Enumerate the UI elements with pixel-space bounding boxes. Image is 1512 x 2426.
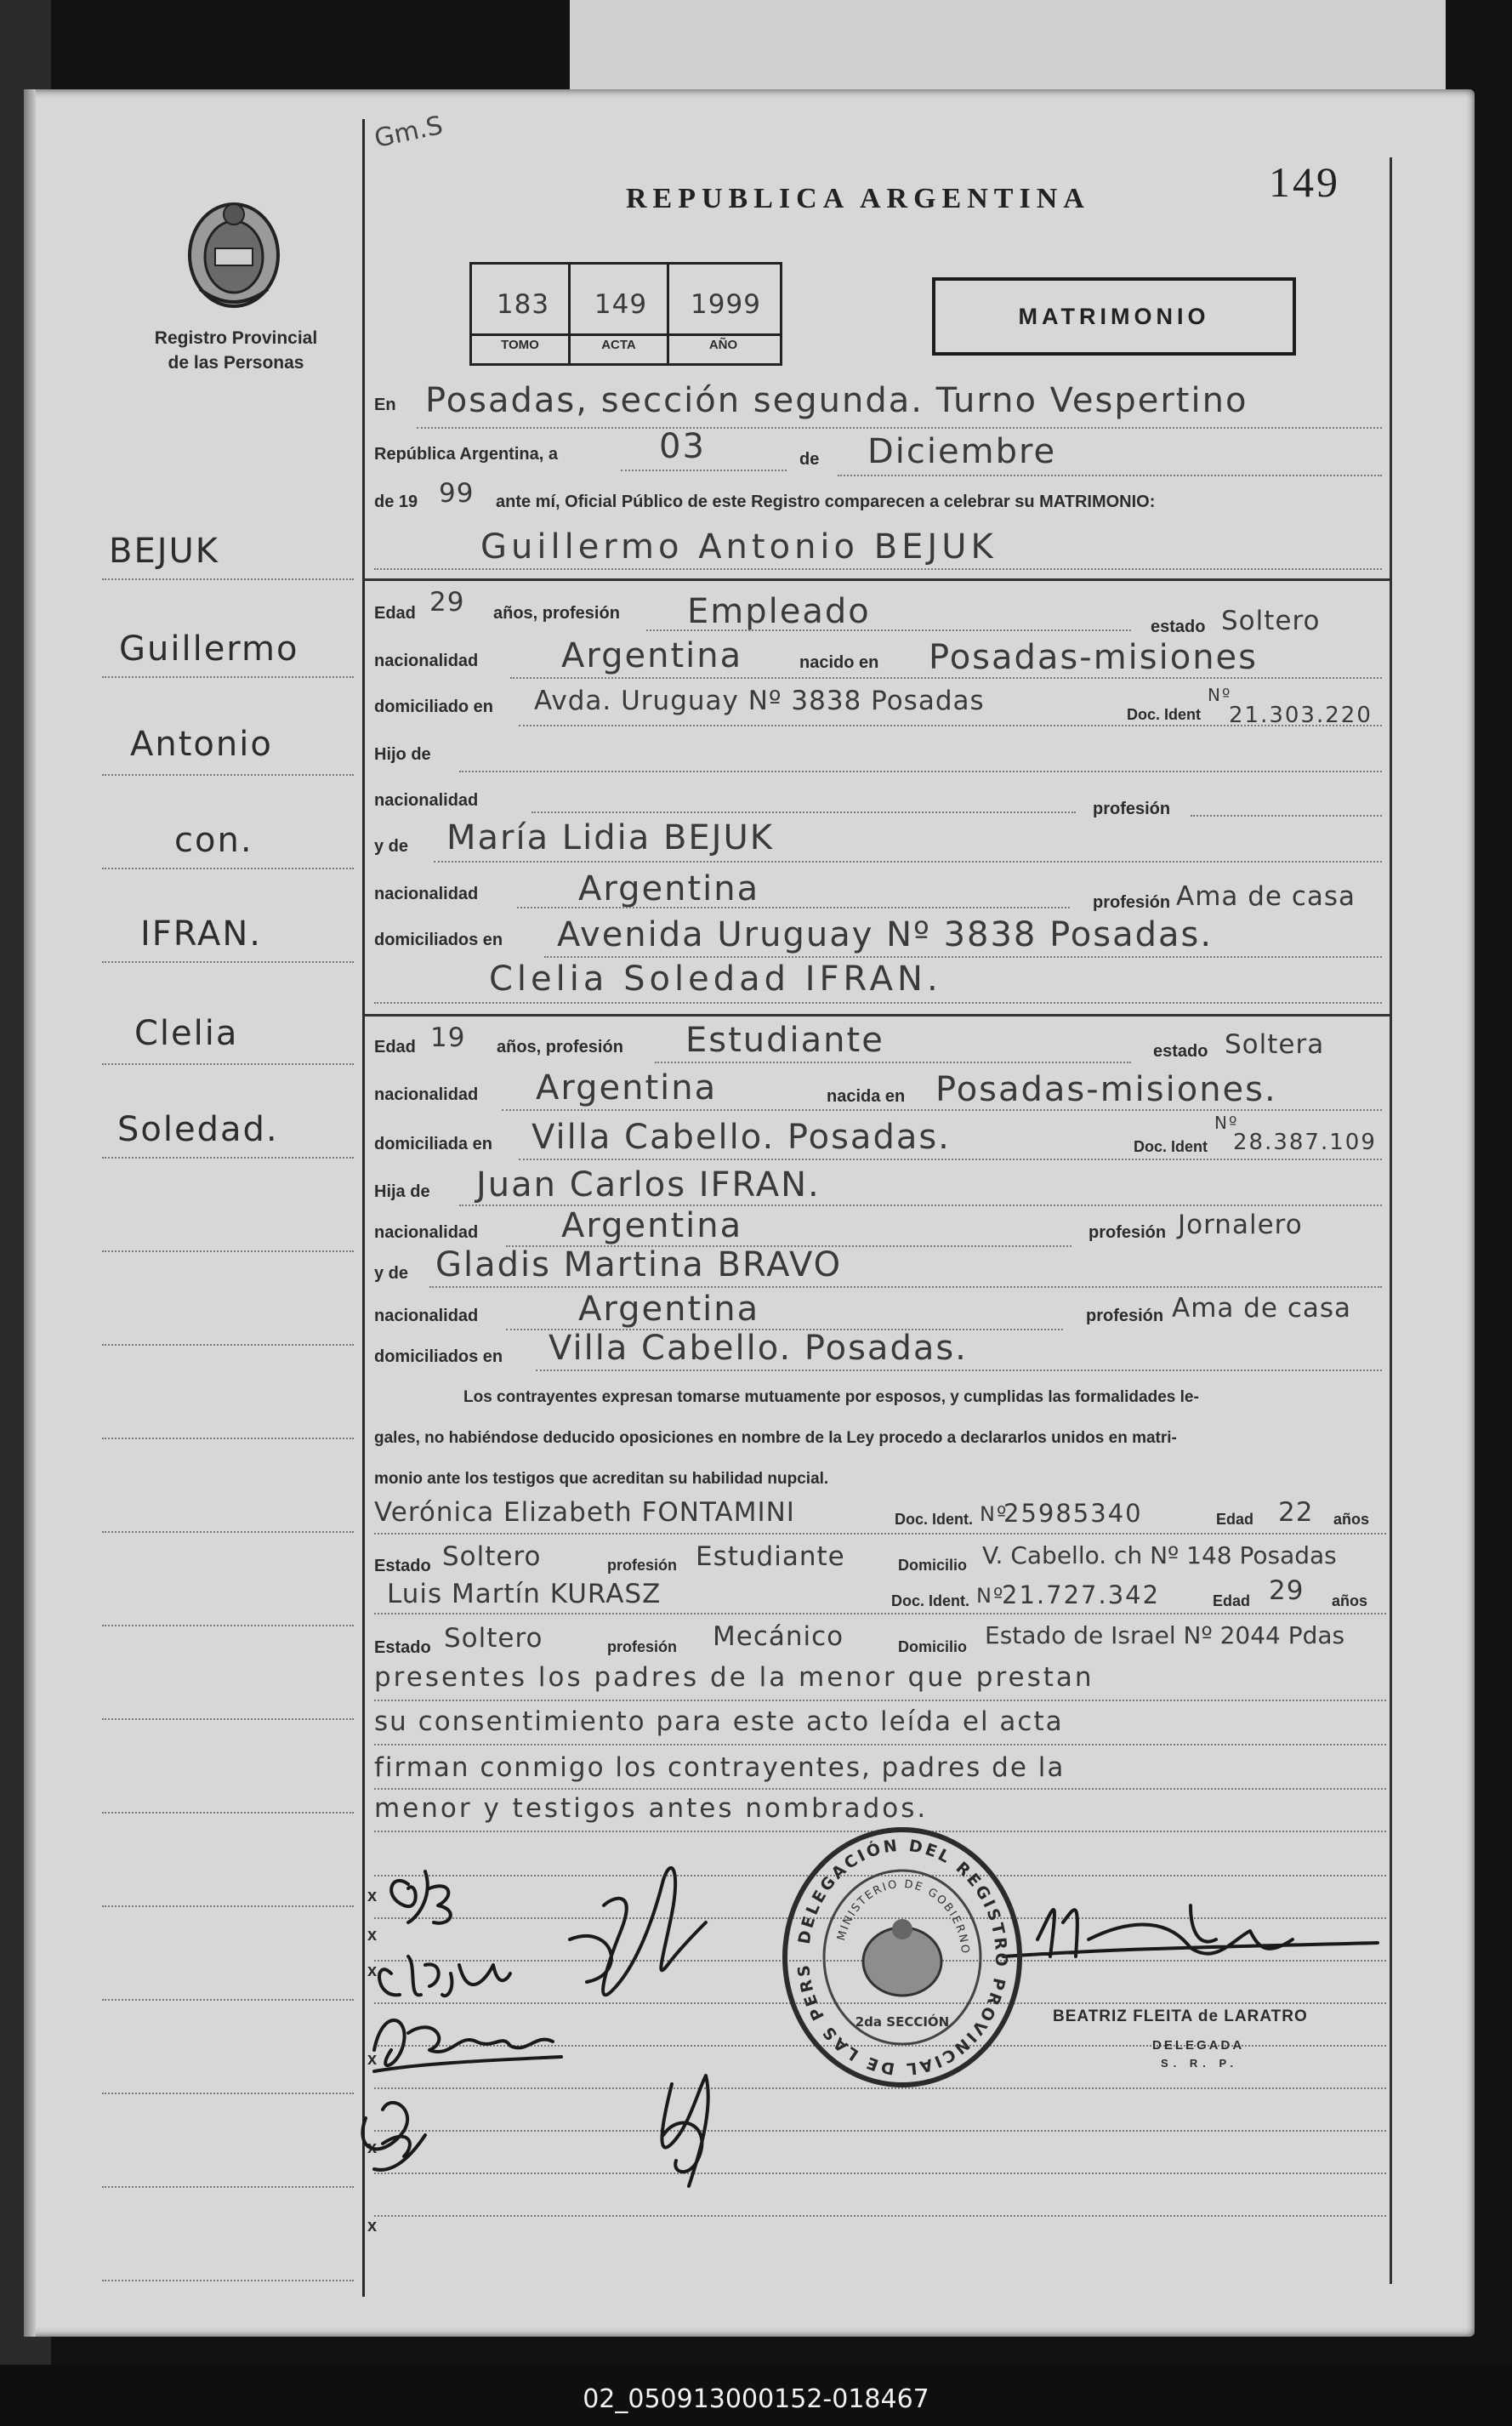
seal-section-text: 2da SECCIÓN bbox=[855, 2014, 950, 2030]
bride-mother-profession: Ama de casa bbox=[1172, 1293, 1352, 1324]
witness1-domicilio-label: Domicilio bbox=[898, 1557, 968, 1574]
republica-label: República Argentina, a bbox=[374, 445, 558, 464]
bride-father-nationality: Argentina bbox=[561, 1206, 743, 1245]
bride-father: Juan Carlos IFRAN. bbox=[476, 1165, 821, 1204]
tomo-value: 183 bbox=[496, 289, 550, 320]
registry-name-line1: Registro Provincial bbox=[154, 328, 318, 348]
closing-line3: firman conmigo los contrayentes, padres de la bbox=[374, 1752, 1066, 1783]
country-title: REPUBLICA ARGENTINA bbox=[626, 183, 1090, 214]
ano-value: 1999 bbox=[691, 289, 761, 320]
bride-mother-nationality-label: nacionalidad bbox=[374, 1307, 479, 1325]
groom-nacionalidad-label: nacionalidad bbox=[374, 652, 479, 670]
groom-domiciliado-label: domiciliado en bbox=[374, 698, 494, 716]
bride-profession: Estudiante bbox=[685, 1021, 884, 1060]
groom-full-name: Guillermo Antonio BEJUK bbox=[480, 527, 998, 567]
witness1-profession: Estudiante bbox=[696, 1541, 845, 1572]
witness1-doc-no-label: Nº bbox=[980, 1502, 1009, 1526]
groom-doc: 21.303.220 bbox=[1229, 703, 1373, 728]
de-label: de bbox=[799, 450, 820, 469]
witness2-estado: Soltero bbox=[444, 1623, 543, 1654]
margin-bride-middle-name: Soledad. bbox=[117, 1110, 279, 1149]
bride-nacida-label: nacida en bbox=[827, 1087, 906, 1106]
bride-doc-label: Doc. Ident bbox=[1134, 1138, 1208, 1155]
signature-mark-6: x bbox=[367, 2217, 378, 2235]
witness2-profesion-label: profesión bbox=[607, 1638, 678, 1655]
groom-age: 29 bbox=[429, 587, 465, 618]
groom-father-profession-label: profesión bbox=[1093, 800, 1171, 818]
registry-name-line2: de las Personas bbox=[168, 353, 304, 373]
officer-initials: S. R. P. bbox=[1161, 2057, 1239, 2070]
witness1-anos-label: años bbox=[1333, 1511, 1370, 1528]
bride-father-nationality-label: nacionalidad bbox=[374, 1223, 479, 1242]
ano-label: AÑO bbox=[708, 338, 738, 352]
groom-parents-domicile: Avenida Uruguay Nº 3838 Posadas. bbox=[557, 915, 1214, 954]
signature-mark-1: x bbox=[367, 1887, 378, 1905]
margin-middle-name: Antonio bbox=[130, 725, 273, 764]
witness2-profession: Mecánico bbox=[713, 1621, 844, 1652]
witness2-estado-label: Estado bbox=[374, 1638, 431, 1657]
bride-age: 19 bbox=[430, 1022, 466, 1053]
signature-bride-ifran bbox=[379, 1956, 510, 1996]
bride-domiciliada-label: domiciliada en bbox=[374, 1135, 492, 1153]
bride-full-name: Clelia Soledad IFRAN. bbox=[489, 960, 942, 999]
margin-con: con. bbox=[174, 821, 253, 860]
record-type-box bbox=[932, 277, 1296, 356]
groom-mother: María Lidia BEJUK bbox=[446, 818, 774, 857]
signature-mark-5: x bbox=[367, 2138, 378, 2157]
closing-line4: menor y testigos antes nombrados. bbox=[374, 1793, 929, 1824]
bride-section-rule bbox=[364, 1014, 1390, 1017]
witness2-name: Luis Martín KURASZ bbox=[387, 1579, 662, 1609]
signature-mother-bravo bbox=[662, 2076, 708, 2186]
witness1-edad-label: Edad bbox=[1216, 1511, 1254, 1528]
statement-line3: monio ante los testigos que acreditan su habilidad nupcial. bbox=[374, 1470, 829, 1488]
official-seal bbox=[781, 1825, 1024, 2089]
tomo-label: TOMO bbox=[501, 338, 539, 352]
bride-edad-label: Edad bbox=[374, 1038, 416, 1056]
witness2-doc-label: Doc. Ident. bbox=[891, 1592, 970, 1609]
groom-estado-label: estado bbox=[1151, 618, 1206, 636]
margin-surname: BEJUK bbox=[109, 532, 220, 571]
officer-title: DELEGADA bbox=[1152, 2038, 1245, 2053]
groom-section-rule bbox=[364, 578, 1390, 581]
en-label: En bbox=[374, 396, 396, 414]
groom-father-nationality-label: nacionalidad bbox=[374, 791, 479, 810]
acta-value: 149 bbox=[594, 289, 648, 320]
margin-bride-first-name: Clelia bbox=[134, 1014, 239, 1053]
witness2-age: 29 bbox=[1269, 1575, 1305, 1606]
year-prefix-label: de 19 bbox=[374, 493, 418, 511]
signature-witness-initials bbox=[391, 1871, 451, 1923]
bride-nationality: Argentina bbox=[536, 1068, 718, 1108]
officer-name: BEATRIZ FLEITA de LARATRO bbox=[1053, 2007, 1308, 2025]
witness2-anos-label: años bbox=[1332, 1592, 1368, 1609]
seal-outer-text: DELEGACIÓN DEL REGISTRO PROVINCIAL DE LAS PERS bbox=[793, 1836, 1011, 2079]
statement-line1: Los contrayentes expresan tomarse mutuamente por esposos, y cumplidas las formalidades le- bbox=[463, 1388, 1199, 1406]
record-type-label: MATRIMONIO bbox=[1018, 304, 1210, 329]
bride-nacionalidad-label: nacionalidad bbox=[374, 1085, 479, 1104]
witness1-estado-label: Estado bbox=[374, 1557, 431, 1575]
groom-domicile: Avda. Uruguay Nº 3838 Posadas bbox=[534, 686, 985, 716]
groom-nationality: Argentina bbox=[561, 636, 743, 675]
signature-officer bbox=[1003, 1905, 1378, 1956]
groom-mother-nationality-label: nacionalidad bbox=[374, 885, 479, 903]
coat-of-arms-emblem bbox=[183, 196, 285, 315]
corner-note: Gm.S bbox=[372, 110, 446, 155]
witness2-edad-label: Edad bbox=[1213, 1592, 1251, 1609]
signature-mark-2: x bbox=[367, 1926, 378, 1945]
witness1-estado: Soltero bbox=[442, 1541, 542, 1572]
witness2-domicilio-label: Domicilio bbox=[898, 1638, 968, 1655]
witness1-domicile: V. Cabello. ch Nº 148 Posadas bbox=[982, 1541, 1337, 1569]
bride-mother-profession-label: profesión bbox=[1086, 1307, 1164, 1325]
margin-bride-surname: IFRAN. bbox=[140, 914, 262, 954]
groom-nacido-label: nacido en bbox=[799, 653, 879, 672]
groom-anos-profesion-label: años, profesión bbox=[493, 604, 620, 623]
bride-doc-no-label: Nº bbox=[1214, 1113, 1239, 1133]
witness2-domicile: Estado de Israel Nº 2044 Pdas bbox=[985, 1621, 1345, 1649]
bride-estado-label: estado bbox=[1153, 1042, 1208, 1061]
margin-first-name: Guillermo bbox=[119, 629, 299, 669]
seal-inner-text: MINISTERIO DE GOBIERNO bbox=[835, 1877, 972, 1956]
groom-doc-no-label: Nº bbox=[1208, 685, 1232, 705]
signature-witness-fontamini bbox=[374, 2020, 561, 2071]
closing-line2: su consentimiento para este acto leída el acta bbox=[374, 1706, 1064, 1737]
witness1-doc-label: Doc. Ident. bbox=[895, 1511, 974, 1528]
bride-birthplace: Posadas-misiones. bbox=[935, 1070, 1277, 1109]
signature-witness-kurasz bbox=[362, 2103, 425, 2170]
archive-code: 02_050913000152-018467 bbox=[583, 2384, 929, 2414]
bride-mother-nationality: Argentina bbox=[578, 1290, 760, 1329]
signature-groom-bejuk bbox=[570, 1868, 706, 1995]
signature-mark-4: x bbox=[367, 2050, 378, 2069]
bride-doc: 28.387.109 bbox=[1233, 1130, 1377, 1155]
witness2-doc-no-label: Nº bbox=[976, 1584, 1005, 1608]
groom-mother-profession: Ama de casa bbox=[1176, 881, 1356, 912]
page-number: 149 bbox=[1269, 158, 1340, 206]
groom-edad-label: Edad bbox=[374, 604, 416, 623]
witness1-age: 22 bbox=[1278, 1497, 1314, 1528]
groom-profession: Empleado bbox=[687, 592, 871, 631]
groom-mother-profession-label: profesión bbox=[1093, 893, 1171, 912]
acta-label: ACTA bbox=[601, 338, 636, 352]
bride-hija-label: Hija de bbox=[374, 1182, 430, 1201]
witness2-doc: 21.727.342 bbox=[1002, 1580, 1161, 1609]
day-value: 03 bbox=[659, 427, 706, 466]
bride-domicile: Villa Cabello. Posadas. bbox=[531, 1118, 951, 1157]
witness1-doc: 25985340 bbox=[1003, 1499, 1143, 1528]
bride-estado: Soltera bbox=[1225, 1029, 1325, 1060]
place-value: Posadas, sección segunda. Turno Vespertino bbox=[425, 381, 1248, 420]
closing-line1: presentes los padres de la menor que prestan bbox=[374, 1662, 1094, 1693]
groom-parents-domicile-label: domiciliados en bbox=[374, 931, 503, 949]
groom-y-de-label: y de bbox=[374, 837, 409, 856]
bride-father-profession-label: profesión bbox=[1089, 1223, 1167, 1242]
statement-line2: gales, no habiéndose deducido oposiciones en nombre de la Ley procedo a declararlos unidos en matri- bbox=[374, 1429, 1177, 1447]
groom-estado: Soltero bbox=[1221, 606, 1321, 636]
bride-father-profession: Jornalero bbox=[1178, 1210, 1303, 1240]
groom-birthplace: Posadas-misiones bbox=[929, 638, 1258, 677]
year-suffix-value: 99 bbox=[439, 478, 475, 509]
bride-mother: Gladis Martina BRAVO bbox=[435, 1245, 843, 1284]
bride-parents-domicile: Villa Cabello. Posadas. bbox=[549, 1329, 968, 1368]
declaration-text: ante mí, Oficial Público de este Registro comparecen a celebrar su MATRIMONIO: bbox=[496, 493, 1156, 511]
month-value: Diciembre bbox=[867, 432, 1057, 471]
page-fold-shadow bbox=[24, 89, 36, 2337]
bride-y-de-label: y de bbox=[374, 1264, 409, 1283]
signature-mark-3: x bbox=[367, 1962, 378, 1980]
groom-mother-nationality: Argentina bbox=[578, 869, 760, 908]
bride-anos-profesion-label: años, profesión bbox=[497, 1038, 623, 1056]
witness1-name: Verónica Elizabeth FONTAMINI bbox=[374, 1497, 795, 1528]
groom-doc-label: Doc. Ident bbox=[1127, 706, 1202, 723]
witness1-profesion-label: profesión bbox=[607, 1557, 678, 1574]
groom-hijo-label: Hijo de bbox=[374, 745, 431, 764]
bride-parents-domicile-label: domiciliados en bbox=[374, 1347, 503, 1366]
